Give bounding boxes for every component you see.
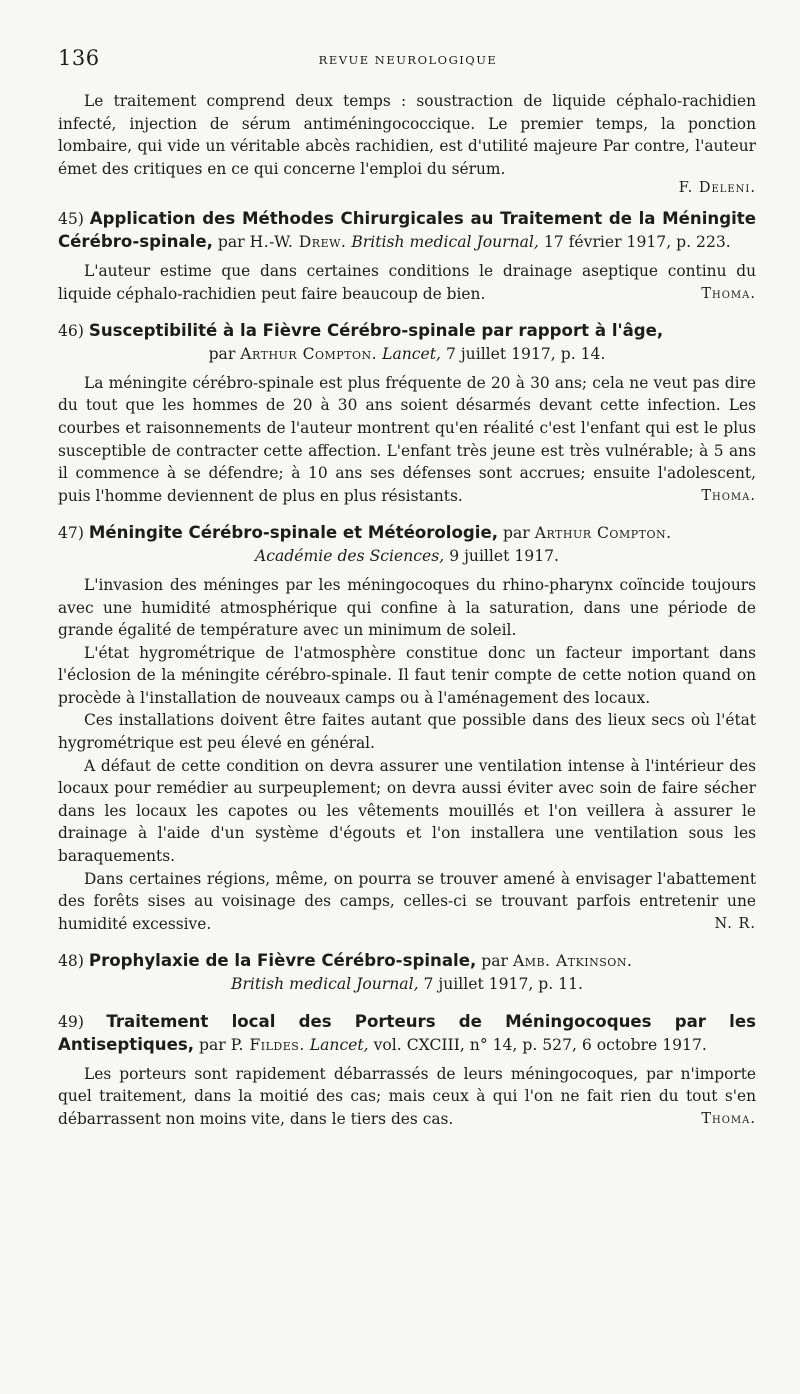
entry-citation [58,343,756,366]
abstract-entry-46 [58,320,756,507]
entry-by: par [503,524,530,543]
entry-source: Académie des Sciences, [254,547,445,566]
entry-paragraph: Ces installations doivent être faites autant que possible dans des lieux secs où l'état hygrométrique est peu élevé en général. [58,711,756,753]
entry-date: vol. CXCIII, n° 14, p. 527, 6 octobre 1917. [373,1035,707,1054]
intro-text: Le traitement comprend deux temps : soustraction de liquide céphalo-rachidien infecté, injection de sérum antiméningococcique. Le premier temps, la ponction lombaire, qui vide un véritable abcès rachidien, est d'utilité majeure Par contre, l'auteur émet des critiques en ce qui concerne l'emploi du sérum. [58,92,756,178]
abstract-entry-49 [58,1011,756,1130]
entry-paragraph [58,1063,756,1131]
entry-number: 48) [58,952,84,971]
entry-number: 47) [58,524,84,543]
entry-author: Arthur Compton. [240,344,378,363]
entry-heading [58,1011,756,1057]
entry-heading [58,522,756,568]
entry-by: par [208,344,236,363]
entry-number: 45) [58,210,84,229]
entry-signature: Thoma. [701,285,756,302]
entry-date: 9 juillet 1917. [449,547,559,566]
running-title: REVUE NEUROLOGIQUE [318,53,498,67]
entry-paragraph [58,260,756,305]
entry-citation [58,973,756,996]
abstract-entry-48 [58,950,756,996]
entry-title: Application des Méthodes Chirurgicales au Traitement de la Méningite Cérébro-spinale, [58,209,756,252]
entry-source: Lancet, [309,1035,369,1054]
entry-author: Arthur Compton. [534,524,672,543]
entry-date: 17 février 1917, p. 223. [543,233,731,252]
paragraph-text: L'auteur estime que dans certaines conditions le drainage aseptique continu du liquide céphalo-rachidien peut faire beaucoup de bien. [58,261,756,303]
entry-title: Traitement local des Porteurs de Méningocoques par les Antiseptiques, [58,1012,757,1054]
entry-title: Méningite Cérébro-spinale et Météorologie, [88,523,499,543]
page-body [58,90,756,1130]
entry-paragraph [58,372,756,508]
entry-source: British medical Journal, [231,975,419,994]
entry-number: 49) [58,1013,84,1031]
entry-by: par [217,233,245,252]
paragraph-text: Les porteurs sont rapidement débarrassés de leurs méningocoques, par n'importe quel traitement, dans la moitié des cas; mais ceux à qui l'on ne fait rien du tout s'en débarrassent non moins vite, dans le tiers des cas. [58,1064,756,1128]
entry-signature: Thoma. [701,487,756,504]
entry-title: Susceptibilité à la Fièvre Cérébro-spinale par rapport à l'âge, [88,321,664,341]
entry-date: 7 juillet 1917, p. 14. [445,344,606,363]
entry-title: Prophylaxie de la Fièvre Cérébro-spinale, [88,951,477,971]
entry-author: Amb. Atkinson. [512,952,633,971]
entry-signature: Thoma. [701,1110,756,1127]
entry-heading [58,950,756,996]
page-header [58,46,758,72]
entry-by: par [481,952,508,971]
entry-citation [58,545,756,568]
intro-signature: F. Deleni. [678,180,756,197]
entry-paragraph: L'état hygrométrique de l'atmosphère constitue donc un facteur important dans l'éclosion de la méningite cérébro-spinale. Il faut tenir compte de cette notion quand on procède à l'installation de nouveaux camps ou à l'aménagement des locaux. [58,643,756,707]
entry-by: par [199,1035,226,1054]
entry-author: H.-W. Drew. [249,233,347,252]
paragraph-text: Dans certaines régions, même, on pourra se trouver amené à envisager l'abattement des forêts sises au voisinage des camps, celles-ci se trouvant parfois entretenir une humidité excessive. [58,869,756,933]
entry-source: Lancet, [382,344,441,363]
entry-heading [58,320,756,366]
entry-date: 7 juillet 1917, p. 11. [423,975,583,994]
intro-paragraph [58,90,756,180]
entry-author: P. Fildes. [230,1035,305,1054]
entry-source: British medical Journal, [351,233,539,252]
abstract-entry-45 [58,208,756,305]
entry-paragraph: A défaut de cette condition on devra assurer une ventilation intense à l'intérieur des locaux pour remédier au surpeuplement; on devra aussi éviter avec soin de faire sécher dans les locaux les capotes ou les vêtements mouillés et l'on veillera à assurer le drainage à l'aide d'un système d'égouts et l'on installera une ventilation sous les baraquements. [58,756,756,866]
page-number: 136 [58,46,100,70]
entry-signature: N. R. [714,915,756,932]
abstract-entry-47 [58,522,756,935]
entry-paragraph [58,868,756,936]
entry-paragraph: L'invasion des méninges par les méningocoques du rhino-pharynx coïncide toujours avec une humidité atmosphérique qui confine à la saturation, dans une période de grande égalité de température avec un minimum de soleil. [58,575,756,640]
paragraph-text: La méningite cérébro-spinale est plus fréquente de 20 à 30 ans; cela ne veut pas dire du tout que les hommes de 20 à 30 ans soient désarmés devant cette infection. Les courbes et raisonnements de l'auteur montrent qu'en réalité c'est l'enfant qui est le plus susceptible de contracter cette affection. L'enfant très jeune est très vulnérable; à 5 ans il commence à se défendre; à 10 ans ses défenses sont accrues; ensuite l'adolescent, puis l'homme deviennent de plus en plus résistants. [58,373,756,505]
entry-heading [58,208,756,254]
entry-number: 46) [58,322,84,341]
